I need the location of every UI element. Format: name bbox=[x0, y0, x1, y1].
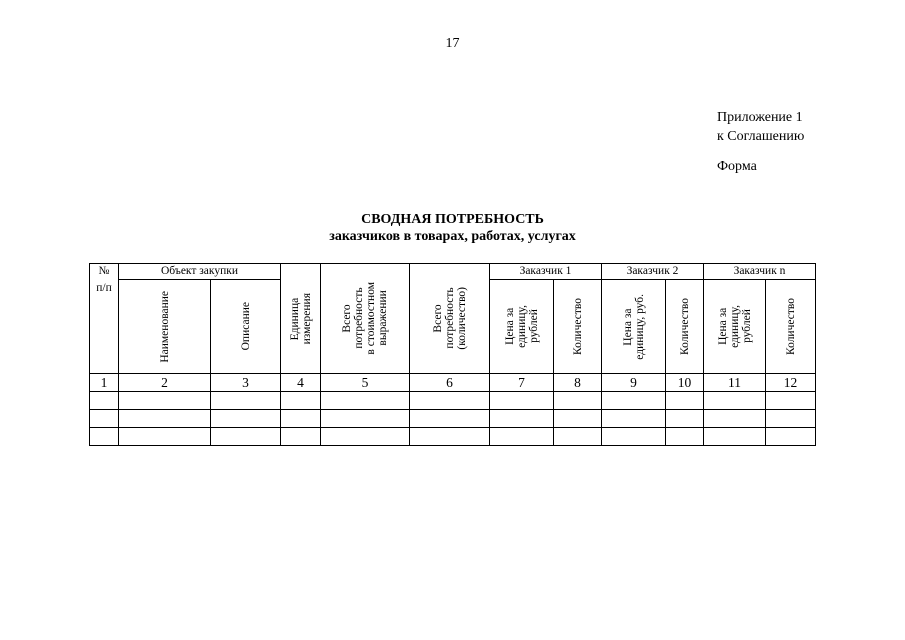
table-cell bbox=[766, 410, 816, 428]
title-line-2: заказчиков в товарах, работах, услугах bbox=[329, 229, 576, 244]
table-cell bbox=[704, 410, 766, 428]
table-cell bbox=[704, 428, 766, 446]
table-cell bbox=[321, 428, 410, 446]
column-number: 6 bbox=[410, 374, 490, 392]
table-cell bbox=[119, 410, 211, 428]
table-cell bbox=[211, 392, 281, 410]
table-cell bbox=[119, 428, 211, 446]
unit-label: Единица измерения bbox=[288, 292, 313, 345]
column-number: 11 bbox=[704, 374, 766, 392]
c1-qty-header bbox=[554, 280, 602, 374]
name-header bbox=[119, 280, 211, 374]
table-cell bbox=[704, 392, 766, 410]
c2-price-label: Цена за единицу, руб. bbox=[621, 293, 646, 360]
column-number: 12 bbox=[766, 374, 816, 392]
table-cell bbox=[90, 428, 119, 446]
total-cost-label: Всего потребность в стоимостном выражении bbox=[341, 282, 389, 355]
table-row bbox=[90, 410, 816, 428]
form-label: Форма bbox=[717, 159, 757, 174]
table-cell bbox=[666, 428, 704, 446]
table-cell bbox=[410, 392, 490, 410]
table-cell bbox=[90, 410, 119, 428]
total-quantity-header bbox=[410, 264, 490, 374]
number-sub: п/п bbox=[96, 282, 112, 294]
column-number-row bbox=[90, 374, 816, 392]
table-cell bbox=[490, 410, 554, 428]
description-header bbox=[211, 280, 281, 374]
table-cell bbox=[766, 428, 816, 446]
needs-table bbox=[89, 263, 816, 446]
cn-price-header bbox=[704, 280, 766, 374]
table-cell bbox=[602, 410, 666, 428]
unit-header bbox=[281, 264, 321, 374]
c2-price-header bbox=[602, 280, 666, 374]
column-number: 2 bbox=[119, 374, 211, 392]
c2-qty-label: Количество bbox=[678, 298, 691, 355]
column-number: 5 bbox=[321, 374, 410, 392]
table-cell bbox=[666, 410, 704, 428]
table-cell bbox=[490, 392, 554, 410]
header-row-1 bbox=[90, 264, 816, 280]
table-cell bbox=[211, 428, 281, 446]
page-number: 17 bbox=[445, 36, 460, 51]
column-number: 1 bbox=[90, 374, 119, 392]
table-cell bbox=[410, 410, 490, 428]
c1-price-header bbox=[490, 280, 554, 374]
customer-2-header: Заказчик 2 bbox=[602, 264, 704, 280]
column-number: 4 bbox=[281, 374, 321, 392]
table-cell bbox=[90, 392, 119, 410]
column-number: 7 bbox=[490, 374, 554, 392]
table-cell bbox=[321, 410, 410, 428]
customer-n-header: Заказчик n bbox=[704, 264, 816, 280]
customer-1-header: Заказчик 1 bbox=[490, 264, 602, 280]
cn-qty-header bbox=[766, 280, 816, 374]
table-cell bbox=[554, 410, 602, 428]
annex-line-1: Приложение 1 bbox=[717, 110, 803, 125]
table-cell bbox=[119, 392, 211, 410]
table-cell bbox=[410, 428, 490, 446]
description-label: Описание bbox=[239, 302, 252, 351]
table-cell bbox=[766, 392, 816, 410]
table-cell bbox=[211, 410, 281, 428]
title-line-1: СВОДНАЯ ПОТРЕБНОСТЬ bbox=[361, 212, 544, 227]
table-cell bbox=[554, 392, 602, 410]
total-quantity-label: Всего потребность (количество) bbox=[431, 287, 468, 350]
table-cell bbox=[554, 428, 602, 446]
name-label: Наименование bbox=[158, 290, 171, 363]
table-cell bbox=[490, 428, 554, 446]
c2-qty-header bbox=[666, 280, 704, 374]
number-mark: № bbox=[98, 265, 110, 277]
column-number: 10 bbox=[666, 374, 704, 392]
table-cell bbox=[321, 392, 410, 410]
table-row bbox=[90, 392, 816, 410]
c1-qty-label: Количество bbox=[571, 298, 584, 355]
table-row bbox=[90, 428, 816, 446]
table-cell bbox=[281, 428, 321, 446]
annex-reference bbox=[717, 108, 804, 146]
table-cell bbox=[281, 392, 321, 410]
procurement-object-header: Объект закупки bbox=[119, 264, 281, 280]
table-cell bbox=[281, 410, 321, 428]
annex-line-2: к Соглашению bbox=[717, 129, 805, 144]
col-number-header bbox=[90, 264, 119, 374]
c1-price-label: Цена за единицу, рублей bbox=[503, 305, 540, 348]
cn-price-label: Цена за единицу, рублей bbox=[716, 305, 753, 348]
column-number: 3 bbox=[211, 374, 281, 392]
column-number: 8 bbox=[554, 374, 602, 392]
column-number: 9 bbox=[602, 374, 666, 392]
table-cell bbox=[602, 428, 666, 446]
total-cost-header bbox=[321, 264, 410, 374]
cn-qty-label: Количество bbox=[784, 298, 797, 355]
document-title bbox=[0, 211, 905, 245]
table-cell bbox=[602, 392, 666, 410]
table-cell bbox=[666, 392, 704, 410]
